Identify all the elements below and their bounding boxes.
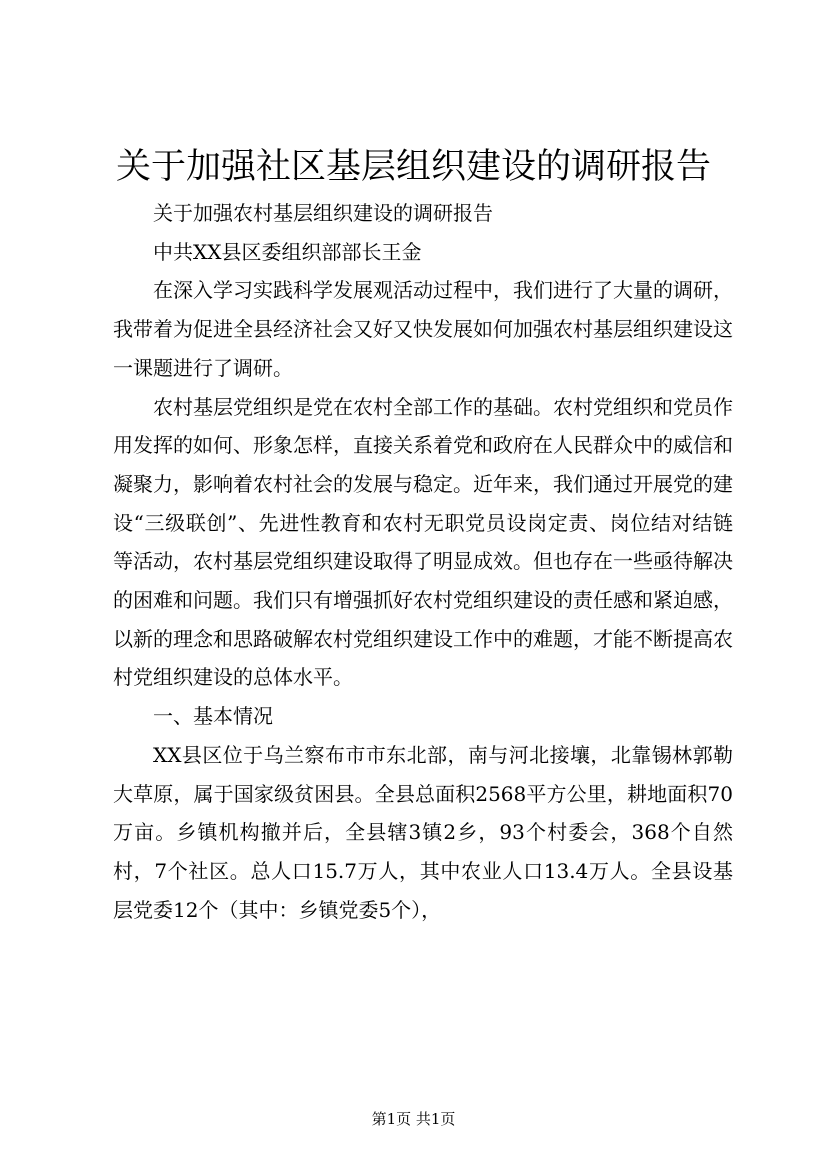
- page-number-footer: 第1页 共1页: [371, 1110, 456, 1128]
- document-title: 关于加强社区基层组织建设的调研报告: [115, 147, 711, 187]
- section-heading: 一、基本情况: [153, 704, 273, 729]
- county-info-paragraph: XX县区位于乌兰察布市市东北部，南与河北接壤，北靠锡林郭勒大草原，属于国家级贫困县。全县总面积2568平方公里，耕地面积70万亩。乡镇机构撤并后，全县辖3镇2乡，93个村委会，368个自然村，7个社区。总人口15.7万人，其中农业人口13.4万人。全县设基层党委12个（其中：乡镇党委5个），: [113, 742, 733, 922]
- document-body: [113, 194, 733, 929]
- author-paragraph: 中共XX县区委组织部部长王金: [153, 239, 422, 264]
- intro-paragraph: 在深入学习实践科学发展观活动过程中，我们进行了大量的调研，我带着为促进全县经济社会又好又快发展如何加强农村基层组织建设这一课题进行了调研。: [113, 278, 733, 380]
- background-paragraph: 农村基层党组织是党在农村全部工作的基础。农村党组织和党员作用发挥的如何、形象怎样，直接关系着党和政府在人民群众中的威信和凝聚力，影响着农村社会的发展与稳定。近年来，我们通过开展党的建设“三级联创”、先进性教育和农村无职党员设岗定责、岗位结对结链等活动，农村基层党组织建设取得了明显成效。但也存在一些亟待解决的困难和问题。我们只有增强抓好农村党组织建设的责任感和紧迫感，以新的理念和思路破解农村党组织建设工作中的难题，才能不断提高农村党组织建设的总体水平。: [113, 394, 733, 690]
- subtitle-paragraph: 关于加强农村基层组织建设的调研报告: [153, 201, 493, 225]
